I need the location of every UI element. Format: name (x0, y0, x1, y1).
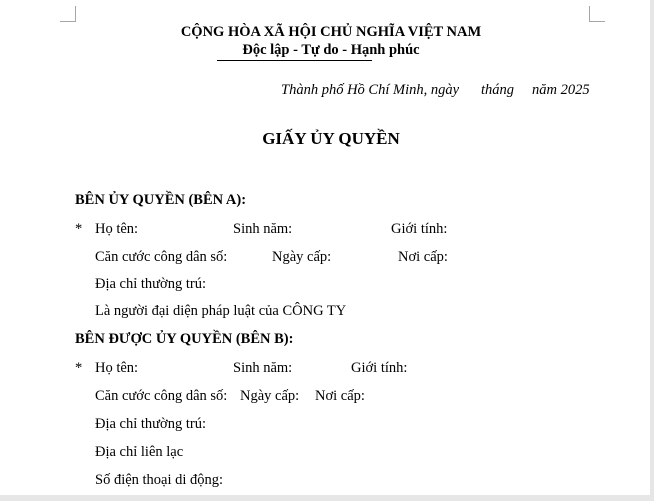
party-a-heading: BÊN ỦY QUYỀN (BÊN A): (75, 192, 247, 208)
party-b-issue-date-label: Ngày cấp: (240, 388, 300, 404)
party-b-birth-year-label: Sinh năm: (233, 360, 293, 376)
party-b-address-label: Địa chỉ thường trú: (95, 416, 206, 432)
party-a-name-label: Họ tên: (95, 221, 139, 237)
document-title: GIẤY ỦY QUYỀN (262, 129, 400, 148)
party-a-issue-place-label: Nơi cấp: (398, 249, 448, 265)
date-year: năm 2025 (532, 82, 590, 98)
party-b-heading: BÊN ĐƯỢC ỦY QUYỀN (BÊN B): (75, 331, 294, 347)
party-a-bullet: * (75, 221, 83, 237)
party-b-bullet: * (75, 360, 83, 376)
party-a-id-label: Căn cước công dân số: (95, 249, 228, 265)
party-a-gender-label: Giới tính: (391, 221, 448, 237)
party-a-address-label: Địa chỉ thường trú: (95, 276, 206, 292)
party-b-contact-address-label: Địa chỉ liên lạc (95, 444, 184, 460)
party-b-gender-label: Giới tính: (351, 360, 408, 376)
margin-corner-mark-left (60, 6, 76, 22)
date-month: tháng (481, 82, 515, 98)
date-place: Thành phố Hồ Chí Minh, ngày (281, 82, 460, 98)
party-b-name-label: Họ tên: (95, 360, 139, 376)
party-b-mobile-label: Số điện thoại di động: (95, 472, 224, 488)
party-b-id-label: Căn cước công dân số: (95, 388, 228, 404)
party-a-issue-date-label: Ngày cấp: (272, 249, 332, 265)
motto: Độc lập - Tự do - Hạnh phúc (242, 42, 420, 58)
national-title: CỘNG HÒA XÃ HỘI CHỦ NGHĨA VIỆT NAM (180, 24, 482, 40)
party-a-birth-year-label: Sinh năm: (233, 221, 293, 237)
margin-corner-mark-right (589, 6, 605, 22)
party-b-issue-place-label: Nơi cấp: (315, 388, 365, 404)
motto-underline (217, 60, 372, 61)
party-a-representative: Là người đại diện pháp luật của CÔNG TY (95, 303, 347, 319)
